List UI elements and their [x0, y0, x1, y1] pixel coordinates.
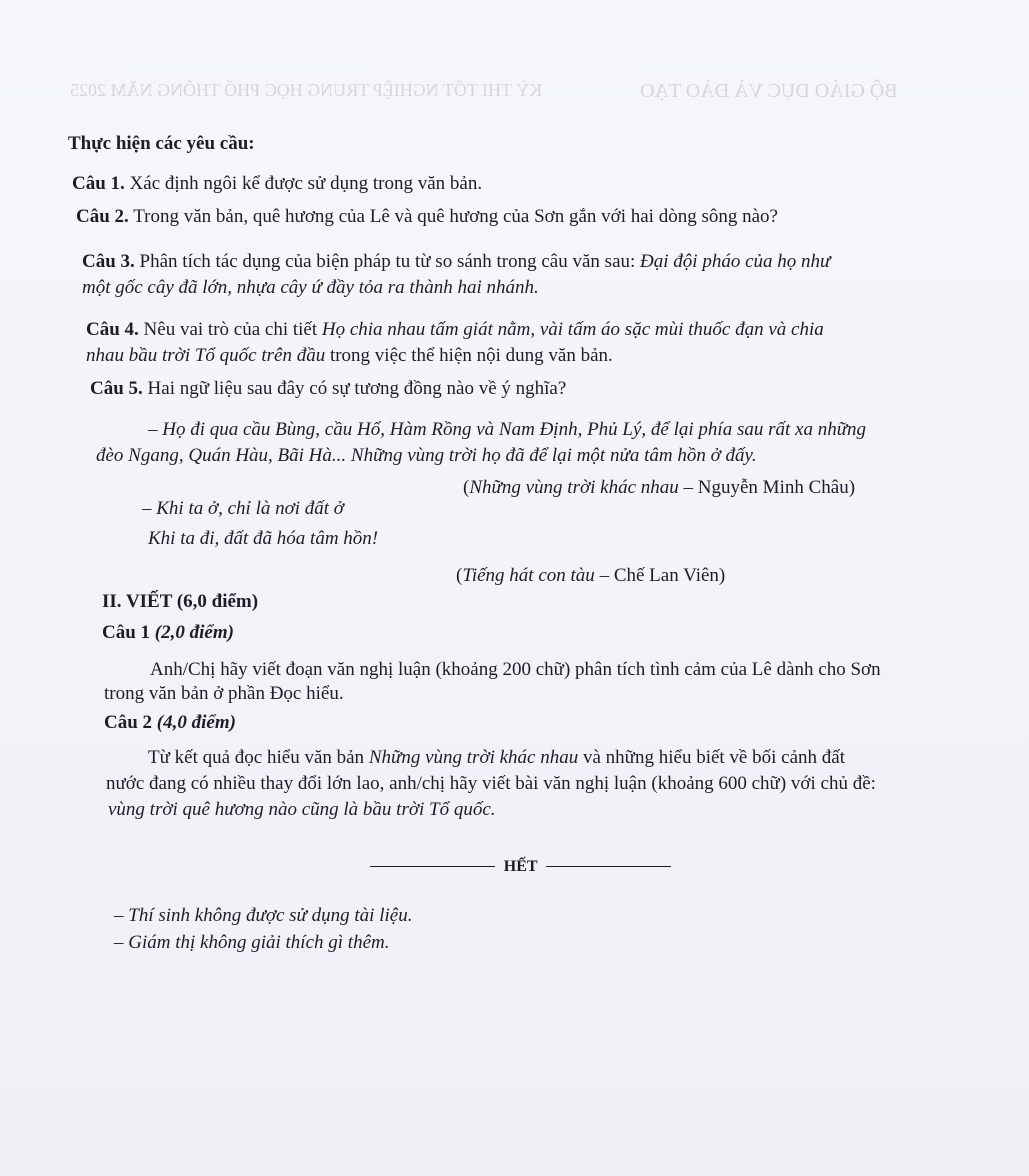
writing-question-2-line-2: nước đang có nhiều thay đổi lớn lao, anh/chị hãy viết bài văn nghị luận (khoảng 600 chữ) với chủ đề: [106, 773, 876, 794]
question-3-line-1 [82, 250, 830, 274]
excerpt-2-line-2: Khi ta đi, đất đã hóa tâm hồn! [148, 528, 379, 549]
note-2: – Giám thị không giải thích gì thêm. [114, 932, 390, 953]
excerpt-1-line-1: – Họ đi qua cầu Bùng, cầu Hổ, Hàm Rồng và Nam Định, Phủ Lý, để lại phía sau rất xa những [148, 419, 867, 440]
end-rule-right [546, 866, 671, 867]
writing-question-2-heading [104, 711, 236, 735]
question-4-text-post: trong việc thể hiện nội dung văn bản. [329, 345, 613, 366]
question-3-quote-start: Đại đội pháo của họ như [640, 251, 831, 272]
question-2-label: Câu 2. [76, 206, 129, 227]
excerpt-1-source: (Những vùng trời khác nhau – Nguyễn Minh Châu) [463, 477, 856, 498]
question-4-detail-start: Họ chia nhau tấm giát nằm, vài tấm áo sặc mùi thuốc đạn và chia [321, 319, 824, 340]
question-5-label: Câu 5. [90, 378, 143, 399]
end-mark [370, 854, 671, 879]
writing-question-2-label: Câu 2 [104, 712, 153, 733]
question-4-line-1 [86, 318, 824, 342]
writing-question-2-text-pre: Từ kết quả đọc hiểu văn bản [148, 747, 365, 768]
writing-question-2-line-1 [148, 746, 845, 770]
end-rule-left [370, 866, 495, 867]
bleed-through-header-left: BỘ GIÁO DỤC VÀ ĐÀO TẠO [640, 80, 898, 102]
part-2-title: II. VIẾT (6,0 điểm) [102, 591, 259, 612]
question-5 [90, 377, 566, 401]
question-3-quote-end: một gốc cây đã lớn, nhựa cây ứ đầy tỏa ra thành hai nhánh. [82, 277, 539, 298]
question-4-line-2 [86, 344, 613, 368]
question-4-text-pre: Nêu vai trò của chi tiết [143, 319, 318, 340]
question-2 [76, 205, 778, 229]
excerpt-1-source-author: – Nguyễn Minh Châu) [683, 477, 856, 498]
question-4-detail-end: nhau bầu trời Tổ quốc trên đầu [86, 345, 326, 366]
writing-question-1-line-2: trong văn bản ở phần Đọc hiểu. [104, 683, 344, 704]
question-1-label: Câu 1. [72, 173, 125, 194]
excerpt-2-source: (Tiếng hát con tàu – Chế Lan Viên) [456, 565, 726, 586]
question-1 [72, 172, 482, 196]
question-3-text: Phân tích tác dụng của biện pháp tu từ so sánh trong câu văn sau: [139, 251, 636, 272]
excerpt-2-source-title: Tiếng hát con tàu [462, 565, 595, 586]
writing-question-2-work-title: Những vùng trời khác nhau [368, 747, 579, 768]
writing-question-1-heading [102, 621, 234, 645]
excerpt-2-line-1: – Khi ta ở, chỉ là nơi đất ở [142, 498, 344, 519]
writing-question-1-score: (2,0 điểm) [154, 622, 234, 643]
question-1-text: Xác định ngôi kể được sử dụng trong văn bản. [129, 173, 483, 194]
writing-question-2-line-3: vùng trời quê hương nào cũng là bầu trời Tổ quốc. [108, 799, 496, 820]
writing-question-1-label: Câu 1 [102, 622, 151, 643]
question-4-label: Câu 4. [86, 319, 139, 340]
writing-question-2-score: (4,0 điểm) [156, 712, 236, 733]
question-2-text: Trong văn bản, quê hương của Lê và quê hương của Sơn gắn với hai dòng sông nào? [133, 206, 778, 227]
note-1: – Thí sinh không được sử dụng tài liệu. [114, 905, 413, 926]
question-5-text: Hai ngữ liệu sau đây có sự tương đồng nào về ý nghĩa? [147, 378, 567, 399]
writing-question-1-line-1: Anh/Chị hãy viết đoạn văn nghị luận (khoảng 200 chữ) phân tích tình cảm của Lê dành cho Sơn [150, 659, 881, 680]
question-3-line-2 [82, 276, 539, 300]
bleed-through-header-right: KỲ THI TỐT NGHIỆP TRUNG HỌC PHỔ THÔNG NĂM 2025 [70, 80, 543, 100]
excerpt-1-line-2: đèo Ngang, Quán Hàu, Bãi Hà... Những vùng trời họ đã để lại một nửa tâm hồn ở đấy. [96, 445, 757, 466]
question-3-label: Câu 3. [82, 251, 135, 272]
excerpt-2-source-author: – Chế Lan Viên) [599, 565, 726, 586]
excerpt-1-source-title: Những vùng trời khác nhau [469, 477, 679, 498]
writing-question-2-text-post: và những hiểu biết về bối cảnh đất [583, 747, 845, 768]
section-title: Thực hiện các yêu cầu: [68, 133, 255, 154]
end-mark-text: HẾT [503, 858, 538, 875]
